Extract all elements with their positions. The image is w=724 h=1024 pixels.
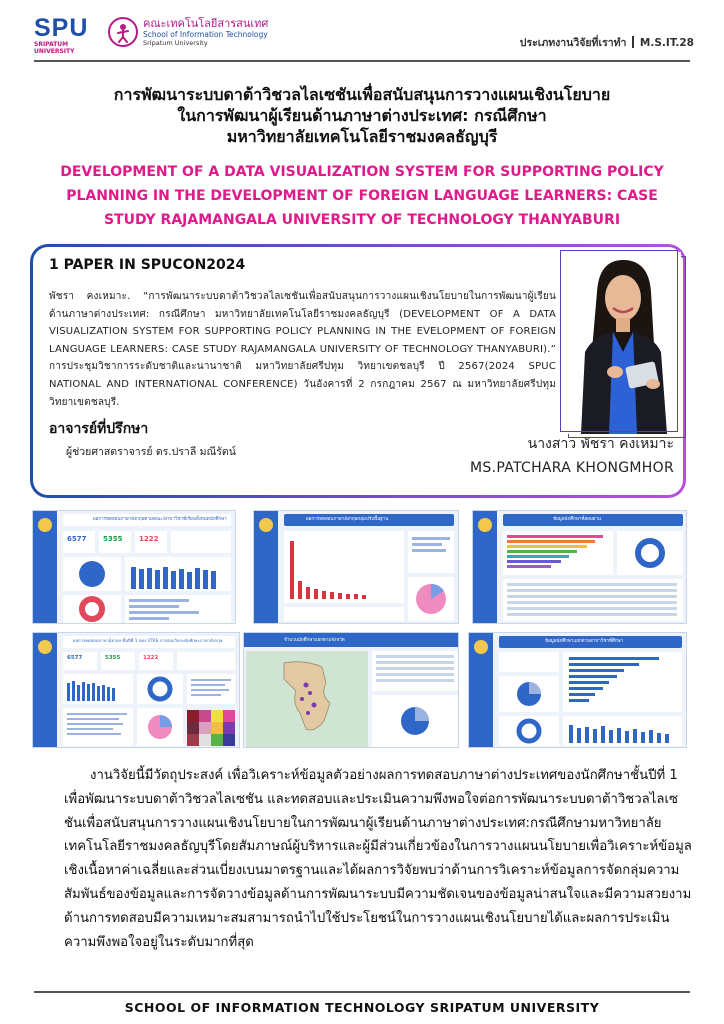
advisor-name: ผู้ช่วยศาสตราจารย์ ดร.ปราลี มณีรัตน์ bbox=[66, 446, 236, 458]
header-category bbox=[520, 34, 694, 51]
kpi-value: 1222 bbox=[139, 535, 159, 543]
paper-heading: 1 PAPER IN SPUCON2024 bbox=[49, 257, 246, 273]
faculty-name-th: คณะเทคโนโลยีสารสนเทศ bbox=[143, 17, 269, 30]
dashboard-screenshot-5 bbox=[243, 632, 459, 748]
author-name-en: MS.PATCHARA KHONGMHOR bbox=[470, 460, 674, 476]
advisor-heading: อาจารย์ที่ปรึกษา bbox=[49, 421, 149, 437]
title-english bbox=[30, 160, 694, 232]
dashboard-title: ผลการทดสอบภาษาอังกฤษตามคณะ/สาขาวิชาที่เรียนทั้งหมดนักศึกษา bbox=[93, 517, 227, 522]
dashboard-title: จำนวนนักศึกษาแยกตามจังหวัด bbox=[284, 638, 345, 643]
faculty-university: Sripatum University bbox=[143, 39, 208, 47]
dashboard-screenshot-3 bbox=[472, 510, 687, 624]
dashboard-title: ข้อมูลนักศึกษาที่สอบผ่าน bbox=[553, 517, 601, 522]
abstract bbox=[64, 764, 694, 954]
kpi-value: 6577 bbox=[67, 535, 87, 543]
footer-text: SCHOOL OF INFORMATION TECHNOLOGY SRIPATUM UNIVERSITY bbox=[124, 1000, 600, 1015]
header-rule bbox=[34, 60, 690, 62]
faculty-logo-icon bbox=[108, 17, 138, 47]
faculty-name-en: School of Information Technology bbox=[143, 30, 268, 39]
title-thai-line: มหาวิทยาลัยเทคโนโลยีราชมงคลธัญบุรี bbox=[226, 127, 498, 146]
kpi-value: 5355 bbox=[105, 655, 121, 661]
project-code: M.S.IT.28 bbox=[639, 37, 694, 49]
header-divider bbox=[632, 36, 634, 48]
spu-logo-sub1: SRIPATUM bbox=[34, 41, 69, 48]
footer-rule bbox=[34, 991, 690, 993]
kpi-value: 5355 bbox=[103, 535, 123, 543]
dashboard-screenshot-4 bbox=[32, 632, 240, 748]
dashboard-screenshot-2 bbox=[253, 510, 459, 624]
faculty-name bbox=[143, 17, 303, 47]
title-thai-line: การพัฒนาระบบดาต้าวิชวลไลเซชันเพื่อสนับสนุนการวางแผนเชิงนโยบาย bbox=[113, 85, 611, 104]
dashboard-title: ข้อมูลนักศึกษาแยกตามสาขาวิชาที่ศึกษา bbox=[545, 639, 624, 644]
dashboard-title: ผลการทดสอบภาษาอังกฤษกลุ่มปรับพื้นฐาน bbox=[306, 517, 389, 522]
abstract-text: งานวิจัยนี้มีวัตถุประสงค์ เพื่อวิเคราะห์ข้อมูลตัวอย่างผลการทดสอบภาษาต่างประเทศของนักศึกษาชั้นปีที่ 1 เพื่อพัฒนาระบบดาต้าวิชวลไลเซชัน และทดสอบและประเมินความพึงพอใจต่อการพัฒนาระบบดาต้าวิชวลไลเซชันเพื่อสนับสนุนการวางแผนเชิงนโยบายในการพัฒนาผู้เรียนด้านภาษาต่างประเทศ:กรณีศึกษามหาวิทยาลัยเทคโนโลยีราชมงคลธัญบุรีโดยสัมภาษณ์ผู้บริหารและผู้มีส่วนเกี่ยวข้องในการวางแผนนโยบายเพื่อวิเคราะห์ข้อมูลเชิงเนื้อหาค่าเฉลี่ยและส่วนเบี่ยงเบนมาตรฐานและได้ผลการวิจัยพบว่าด้านการวิเคราะห์ข้อมูลการจัดกลุ่มความสัมพันธ์ของข้อมูลและการจัดวางข้อมูลด้านการพัฒนาระบบมีความชัดเจนของข้อมูลน่าสนใจและมีความสวยงามด้านการทดสอบมีความเหมาะสมสามารถนำไปใช้ประโยชน์ในการวางแผนเชิงนโยบายได้และผลการประเมินความพึงพอใจอยู่ในระดับมากที่สุด bbox=[64, 768, 692, 950]
title-english-line: DEVELOPMENT OF A DATA VISUALIZATION SYSTEM FOR SUPPORTING POLICY bbox=[60, 164, 664, 180]
kpi-value: 6577 bbox=[67, 655, 83, 661]
paper-citation: พัชรา คงเหมาะ. “การพัฒนาระบบดาต้าวิชวลไลเซชันเพื่อสนับสนุนการวางแผนเชิงนโยบายในการพัฒนาผู้เรียนด้านภาษาต่างประเทศ: กรณีศึกษา มหาวิทยาลัยเทคโนโลยีราชมงคลธัญบุรี (DEVELOPMENT OF A DATA VISUALIZATION SYSTEM FOR SUPPORTING POLICY PLANNING IN THE EVELOPMENT OF FOREIGN LANGUAGE LEARNERS: CASE STUDY RAJAMANGALA UNIVERSITY OF TECHNOLOGY THANYABURI).” การประชุมวิชาการระดับชาติและนานาชาติ มหาวิทยาลัยศรีปทุม วิทยาเขตชลบุรี ปี 2567(2024 SPUC NATIONAL AND INTERNATIONAL CONFERENCE) วันอังคารที่ 2 กรกฎาคม 2567 ณ มหาวิทยาลัยศรีปทุม วิทยาเขตชลบุรี. bbox=[49, 291, 556, 408]
title-english-line: STUDY RAJAMANGALA UNIVERSITY OF TECHNOLOGY THANYABURI bbox=[103, 212, 621, 228]
title-thai-line: ในการพัฒนาผู้เรียนด้านภาษาต่างประเทศ: กรณีศึกษา bbox=[177, 106, 547, 125]
kpi-value: 1222 bbox=[143, 655, 159, 661]
spu-logo-text: SPU bbox=[34, 14, 89, 42]
dashboard-title: ผลการทดสอบภาษาอังกฤษ ชั้นปีที่ 1 ของ UTAS การสอบวัดระดับทักษะภาษาอังกฤษ bbox=[73, 638, 223, 643]
dashboard-screenshot-6 bbox=[468, 632, 687, 748]
author-name-th: นางสาว พัชรา คงเหมาะ bbox=[527, 436, 674, 452]
photo-frame-front bbox=[560, 250, 678, 432]
spu-logo bbox=[34, 15, 100, 55]
title-thai bbox=[40, 84, 684, 147]
category-label: ประเภทงานวิจัยที่เราทำ bbox=[519, 37, 627, 49]
spu-logo-sub2: UNIVERSITY bbox=[34, 48, 75, 55]
title-english-line: PLANNING IN THE DEVELOPMENT OF FOREIGN LANGUAGE LEARNERS: CASE bbox=[66, 188, 658, 204]
dashboard-screenshot-1 bbox=[32, 510, 236, 624]
